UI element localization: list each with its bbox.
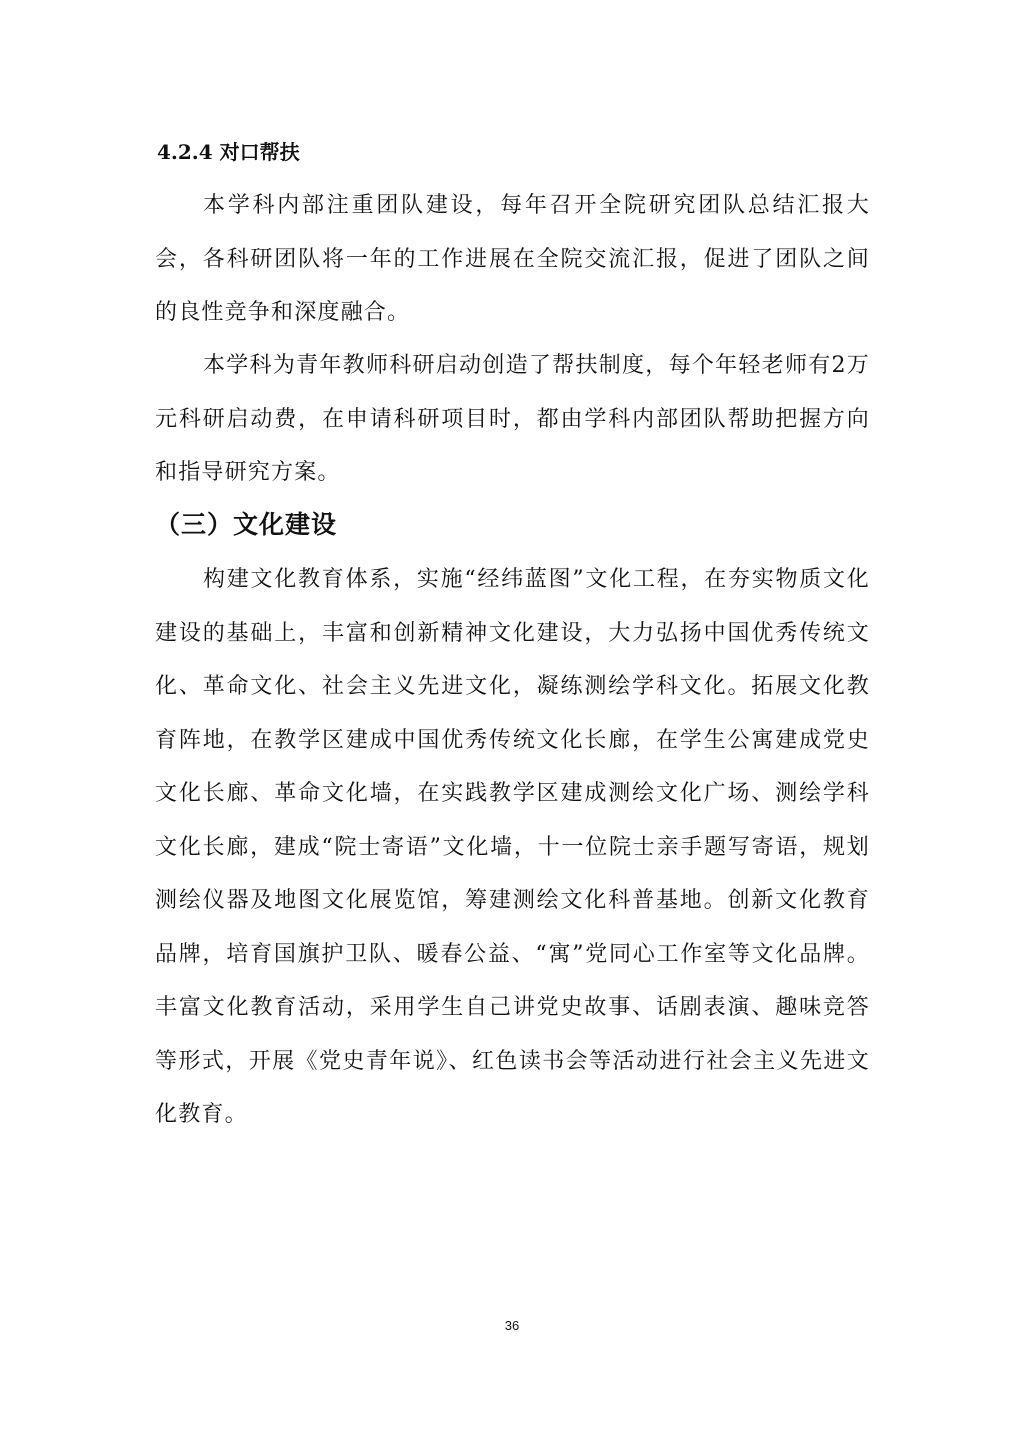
culture-subheading: （三）文化建设 <box>155 510 338 539</box>
page-number: 36 <box>504 1318 520 1333</box>
section-heading: 4.2.4 对口帮扶 <box>157 140 300 164</box>
paragraph-team-building: 本学科内部注重团队建设，每年召开全院研究团队总结汇报大会，各科研团队将一年的工作进展在全院交流汇报，促进了团队之间的良性竞争和深度融合。 <box>155 193 870 325</box>
paragraph-mentoring-system: 本学科为青年教师科研启动创造了帮扶制度，每个年轻老师有2万元科研启动费，在申请科研项目时，都由学科内部团队帮助把握方向和指导研究方案。 <box>155 353 870 485</box>
paragraph-culture-building: 构建文化教育体系，实施“经纬蓝图”文化工程，在夯实物质文化建设的基础上，丰富和创新精神文化建设，大力弘扬中国优秀传统文化、革命文化、社会主义先进文化，凝练测绘学科文化。拓展文化教育阵地，在教学区建成中国优秀传统文化长廊，在学生公寓建成党史文化长廊、革命文化墙，在实践教学区建成测绘文化广场、测绘学科文化长廊，建成“院士寄语”文化墙，十一位院士亲手题写寄语，规划测绘仪器及地图文化展览馆，筹建测绘文化科普基地。创新文化教育品牌，培育国旗护卫队、暖春公益、“寓”党同心工作室等文化品牌。丰富文化教育活动，采用学生自己讲党史故事、话剧表演、趣味竞答等形式，开展《党史青年说》、红色读书会等活动进行社会主义先进文化教育。 <box>155 567 870 1127</box>
